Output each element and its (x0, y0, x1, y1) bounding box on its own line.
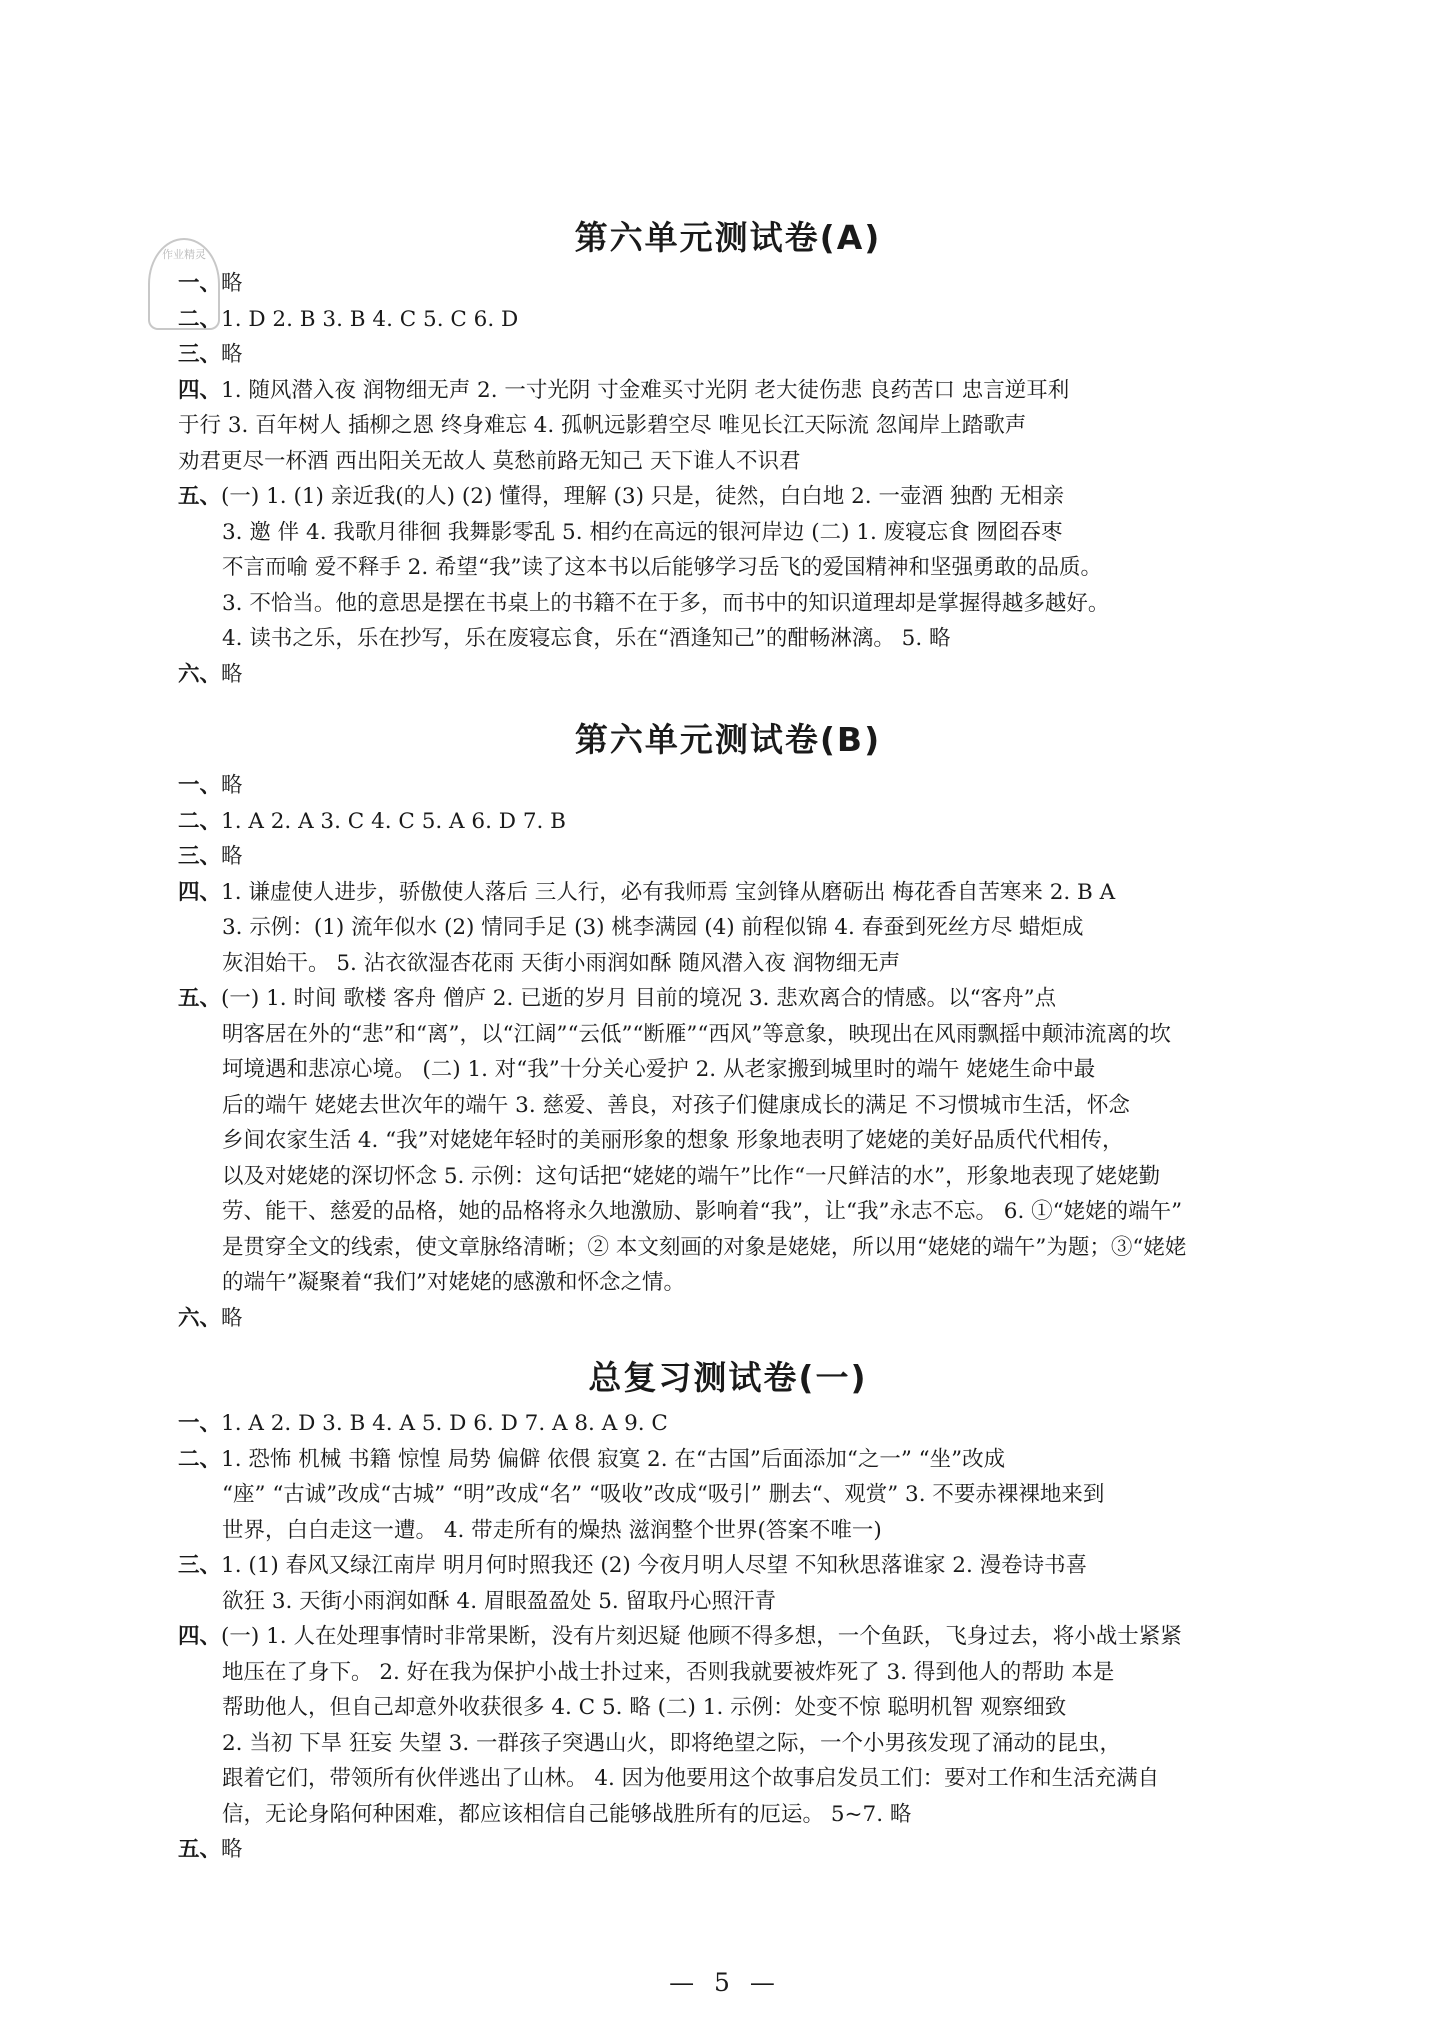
answer-line (178, 1230, 1278, 1266)
answer-text: 劳、能干、慈爱的品格，她的品格将永久地激励、影响着“我”，让“我”永志不忘。 6. ①“姥姥的端午” (222, 1199, 1183, 1224)
answer-text: 略 (221, 844, 243, 869)
answer-text: 4. 读书之乐，乐在抄写，乐在废寝忘食，乐在“酒逢知己”的酣畅淋漓。 5. 略 (222, 626, 951, 651)
answer-line (178, 657, 1278, 693)
question-label: 六、 (178, 1305, 222, 1331)
answer-text: (一) 1. (1) 亲近我(的人) (2) 懂得，理解 (3) 只是，徒然，白白地 2. 一壶酒 独酌 无相亲 (221, 484, 1065, 509)
answer-line (178, 621, 1278, 657)
section-title: 总复习测试卷(一) (588, 1358, 868, 1397)
answer-text: 是贯穿全文的线索，使文章脉络清晰；② 本文刻画的对象是姥姥，所以用“姥姥的端午”为题；③“姥姥 (222, 1234, 1187, 1260)
answer-line (178, 1619, 1278, 1655)
answer-line (178, 1726, 1278, 1762)
answer-line (178, 981, 1278, 1017)
section-unit6-a (178, 210, 1278, 692)
section-review-1 (178, 1350, 1278, 1868)
answer-text: 略 (221, 1837, 243, 1862)
answer-text: 灰泪始干。 5. 沾衣欲湿杏花雨 天街小雨润如酥 随风潜入夜 润物细无声 (222, 950, 901, 976)
answer-line (178, 337, 1278, 373)
answer-line (178, 1655, 1278, 1691)
question-label: 三、 (178, 342, 222, 367)
answer-text: 2. 当初 下旱 狂妄 失望 3. 一群孩子突遇山火，即将绝望之际，一个小男孩发现了涌动的昆虫， (222, 1730, 1122, 1756)
question-label: 四、 (178, 879, 222, 905)
answer-text: 1. 随风潜入夜 润物细无声 2. 一寸光阴 寸金难买寸光阴 老大徒伤悲 良药苦口 忠言逆耳利 (221, 377, 1070, 403)
answer-text: 明客居在外的“悲”和“离”，以“江阔”“云低”“断雁”“西风”等意象，映现出在风雨飘摇中颠沛流离的坎 (222, 1021, 1171, 1047)
answer-line (178, 444, 1278, 480)
answer-text: 不言而喻 爱不释手 2. 希望“我”读了这本书以后能够学习岳飞的爱国精神和坚强勇敢的品质。 (222, 555, 1103, 580)
question-label: 四、 (178, 1624, 222, 1649)
answer-text: 1. (1) 春风又绿江南岸 明月何时照我还 (2) 今夜月明人尽望 不知秋思落谁家 2. 漫卷诗书喜 (221, 1553, 1088, 1578)
question-label: 三、 (178, 844, 222, 869)
answer-text: 地压在了身下。 2. 好在我为保护小战士扑过来，否则我就要被炸死了 3. 得到他人的帮助 本是 (222, 1659, 1115, 1685)
answer-line (178, 1052, 1278, 1088)
answer-text: 劝君更尽一杯酒 西出阳关无故人 莫愁前路无知己 天下谁人不识君 (178, 448, 801, 474)
answer-line (178, 1301, 1278, 1337)
answer-text: 帮助他人，但自己却意外收获很多 4. C 5. 略 (二) 1. 示例：处变不惊 聪明机智 观察细致 (222, 1695, 1067, 1720)
answer-line (178, 1406, 1278, 1442)
question-label: 二、 (178, 306, 222, 332)
question-label: 二、 (178, 1446, 222, 1472)
section-title: 第六单元测试卷(A) (574, 218, 882, 257)
answer-line (178, 479, 1278, 515)
answer-line (178, 1017, 1278, 1053)
answer-text: 的端午”凝聚着“我们”对姥姥的感激和怀念之情。 (222, 1270, 685, 1295)
answer-line (178, 1123, 1278, 1159)
answer-line (178, 408, 1278, 444)
answer-text: 略 (221, 773, 243, 798)
answer-line (178, 1832, 1278, 1868)
answer-text: 后的端午 姥姥去世次年的端午 3. 慈爱、善良，对孩子们健康成长的满足 不习惯城市生活，怀念 (222, 1092, 1130, 1118)
answer-line (178, 1584, 1278, 1620)
answer-line (178, 550, 1278, 586)
answer-text: 于行 3. 百年树人 插柳之恩 终身难忘 4. 孤帆远影碧空尽 唯见长江天际流 忽闻岸上踏歌声 (178, 413, 1027, 438)
answer-line (178, 266, 1278, 302)
answer-text: 3. 示例：(1) 流年似水 (2) 情同手足 (3) 桃李满园 (4) 前程似锦 4. 春蚕到死丝方尽 蜡炬成 (222, 915, 1084, 940)
answer-line (178, 1477, 1278, 1513)
answer-line (178, 1761, 1278, 1797)
question-label: 四、 (178, 377, 222, 403)
answer-line (178, 1159, 1278, 1195)
answer-text: 略 (221, 271, 243, 296)
answer-text: (一) 1. 人在处理事情时非常果断，没有片刻迟疑 他顾不得多想，一个鱼跃，飞身过去，将小战士紧紧 (221, 1624, 1182, 1649)
answer-text: 跟着它们，带领所有伙伴逃出了山林。 4. 因为他要用这个故事启发员工们：要对工作和生活充满自 (222, 1766, 1160, 1791)
answer-line (178, 1088, 1278, 1124)
answer-line (178, 839, 1278, 875)
answer-line (178, 586, 1278, 622)
question-label: 二、 (178, 808, 222, 834)
answer-line (178, 875, 1278, 911)
question-label: 五、 (178, 484, 222, 509)
answer-line (178, 1690, 1278, 1726)
section-title: 第六单元测试卷(B) (574, 720, 882, 759)
answer-line (178, 1797, 1278, 1833)
question-label: 一、 (178, 1411, 222, 1436)
answer-line (178, 1194, 1278, 1230)
answer-text: 略 (221, 661, 243, 687)
answer-text: 欲狂 3. 天街小雨润如酥 4. 眉眼盈盈处 5. 留取丹心照汗青 (222, 1588, 777, 1614)
answer-text: 1. A 2. A 3. C 4. C 5. A 6. D 7. B (221, 808, 566, 834)
answer-text: 坷境遇和悲凉心境。 (二) 1. 对“我”十分关心爱护 2. 从老家搬到城里时的端午 姥姥生命中最 (222, 1057, 1096, 1082)
answer-text: (一) 1. 时间 歌楼 客舟 僧庐 2. 已逝的岁月 目前的境况 3. 悲欢离合的情感。以“客舟”点 (221, 986, 1057, 1011)
answer-line (178, 1548, 1278, 1584)
answer-line (178, 1265, 1278, 1301)
answer-line (178, 910, 1278, 946)
answer-text: 1. D 2. B 3. B 4. C 5. C 6. D (221, 306, 519, 332)
answer-line (178, 302, 1278, 338)
answer-text: 3. 邀 伴 4. 我歌月徘徊 我舞影零乱 5. 相约在高远的银河岸边 (二) 1. 废寝忘食 囫囵吞枣 (222, 519, 1063, 545)
answer-text: “座” “古诚”改成“古城” “明”改成“名” “吸收”改成“吸引” 删去“、观赏” 3. 不要赤裸裸地来到 (222, 1482, 1105, 1507)
answer-text: 1. 谦虚使人进步，骄傲使人落后 三人行，必有我师焉 宝剑锋从磨砺出 梅花香自苦寒来 2. B A (221, 879, 1116, 905)
answer-text: 1. A 2. D 3. B 4. A 5. D 6. D 7. A 8. A 9. C (221, 1411, 668, 1436)
answer-text: 略 (221, 342, 243, 367)
answer-text: 3. 不恰当。他的意思是摆在书桌上的书籍不在于多，而书中的知识道理却是掌握得越多越好。 (222, 590, 1110, 616)
question-label: 一、 (178, 271, 222, 296)
question-label: 五、 (178, 1837, 222, 1862)
answer-text: 世界，白白走这一遭。 4. 带走所有的燥热 滋润整个世界(答案不唯一) (222, 1517, 882, 1543)
answer-line (178, 946, 1278, 982)
answer-line (178, 515, 1278, 551)
answer-text: 1. 恐怖 机械 书籍 惊惶 局势 偏僻 依偎 寂寞 2. 在“古国”后面添加“之一” “坐”改成 (221, 1446, 1006, 1472)
answer-line (178, 768, 1278, 804)
answer-line (178, 804, 1278, 840)
answer-line (178, 1513, 1278, 1549)
question-label: 三、 (178, 1553, 222, 1578)
watermark-stamp: 作业精灵 (148, 238, 220, 330)
section-unit6-b (178, 712, 1278, 1336)
answer-line (178, 373, 1278, 409)
answer-text: 以及对姥姥的深切怀念 5. 示例：这句话把“姥姥的端午”比作“一尺鲜洁的水”，形象地表现了姥姥勤 (222, 1163, 1161, 1189)
question-label: 一、 (178, 773, 222, 798)
answer-text: 略 (221, 1305, 243, 1331)
question-label: 六、 (178, 661, 222, 687)
page-number: — 5 — (669, 1968, 781, 1997)
question-label: 五、 (178, 986, 222, 1011)
answer-line (178, 1442, 1278, 1478)
answer-text: 乡间农家生活 4. “我”对姥姥年轻时的美丽形象的想象 形象地表明了姥姥的美好品质代代相传， (222, 1128, 1124, 1153)
answer-text: 信，无论身陷何种困难，都应该相信自己能够战胜所有的厄运。 5~7. 略 (222, 1801, 912, 1827)
